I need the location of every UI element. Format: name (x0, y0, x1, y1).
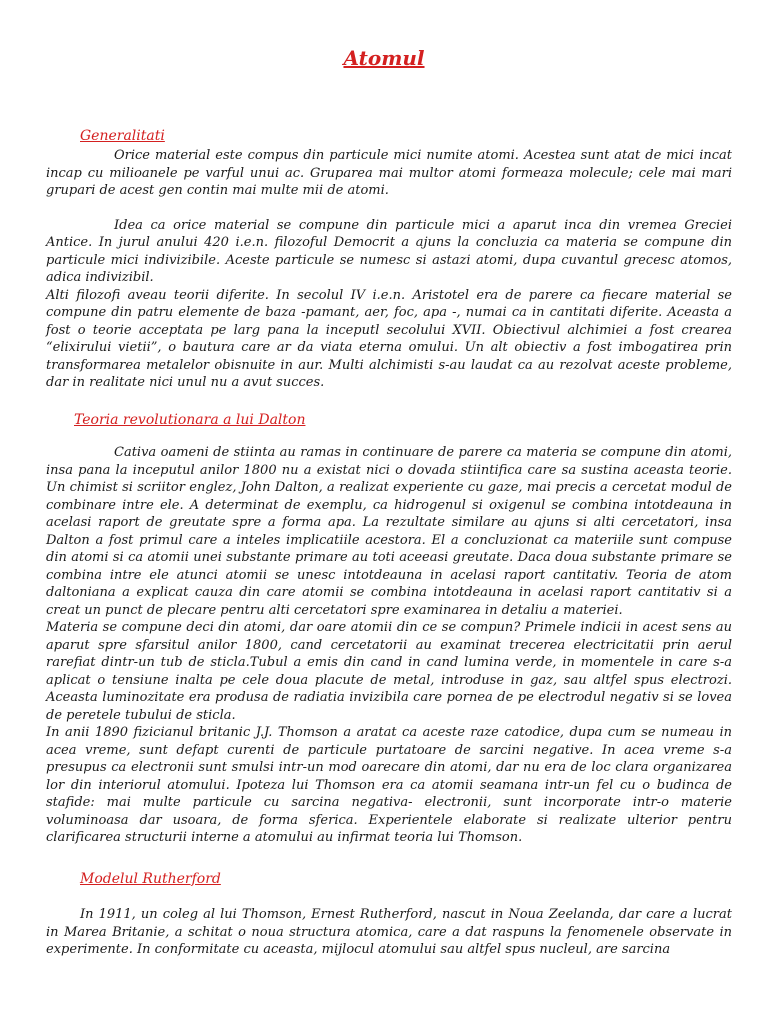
section-heading-rutherford: Modelul Rutherford (80, 871, 221, 887)
paragraph: In anii 1890 fizicianul britanic J.J. Thomson a aratat ca aceste raze catodice, dupa cum se numeau in acea vreme, sunt defapt curenti de particule purtatoare de sarcini negative. In acea vreme s-a presupus ca electronii sunt smulsi intr-un mod oarecare din atomi, dar nu era de loc clara organizarea lor din interiorul atomului. Ipoteza lui Thomson era ca atomii seamana intr-un fel cu o budinca de stafide: mai multe particule cu sarcina negativa- electronii, sunt incorporate intr-o materie voluminoasa dar usoara, de forma sferica. Experientele elaborate si realizate ulterior pentru clarificarea structurii interne a atomului au infirmat teoria lui Thomson. (46, 725, 732, 845)
section-body-rutherford (46, 906, 732, 959)
paragraph: Cativa oameni de stiinta au ramas in continuare de parere ca materia se compune din atomi, insa pana la inceputul anilor 1800 nu a existat nici o dovada stiintifica care sa sustina aceasta teorie. Un chimist si scriitor englez, John Dalton, a realizat experiente cu gaze, mai precis a cercetat modul de combinare intre ele. A determinat de exemplu, ca hidrogenul si oxigenul se combina intotdeauna in acelasi raport de greutate spre a forma apa. La rezultate similare au ajuns si alti cercetatori, insa Dalton a fost primul care a inteles implicatiile acestora. El a concluzionat ca materiile sunt compuse din atomi si ca atomii unei substante primare au toti aceeasi greutate. Daca doua substante primare se combina intre ele atunci atomii se unesc intotdeauna in acelasi raport cantitativ. Teoria de atom daltoniana a explicat cauza din care atomii se combina intotdeauna in acelasi raport cantitativ si a creat un punct de plecare pentru alti cercetatori spre examinarea in detaliu a materiei. (46, 445, 732, 618)
page-title: Atomul (343, 46, 425, 70)
section-heading-dalton: Teoria revolutionara a lui Dalton (74, 412, 306, 428)
section-body-generalitati (46, 147, 732, 392)
paragraph: Materia se compune deci din atomi, dar oare atomii din ce se compun? Primele indicii in acest sens au aparut spre sfarsitul anilor 1800, cand cercetatorii au examinat trecerea electricitatii prin aerul rarefiat dintr-un tub de sticla.Tubul a emis din cand in cand lumina verde, in momentele in care s-a aplicat o tensiune inalta pe cele doua placute de metal, introduse in gaz, sau altfel spus electrozi. Aceasta luminozitate era produsa de radiatia invizibila care pornea de pe electrodul negativ si se lovea de peretele tubului de sticla. (46, 620, 732, 723)
paragraph: Orice material este compus din particule mici numite atomi. Acestea sunt atat de mici incat incap cu milioanele pe varful unui ac. Gruparea mai multor atomi formeaza molecule; cele mai mari grupari de acest gen contin mai multe mii de atomi. (46, 148, 732, 198)
section-heading-generalitati: Generalitati (80, 128, 165, 144)
paragraph: In 1911, un coleg al lui Thomson, Ernest Rutherford, nascut in Noua Zeelanda, dar care a lucrat in Marea Britanie, a schitat o noua structura atomica, care a dat raspuns la fenomenele observate in experimente. In conformitate cu aceasta, mijlocul atomului sau altfel spus nucleul, are sarcina (46, 907, 732, 957)
paragraph: Alti filozofi aveau teorii diferite. In secolul IV i.e.n. Aristotel era de parere ca fiecare material se compune din patru elemente de baza -pamant, aer, foc, apa -, numai ca in cantitati diferite. Aceasta a fost o teorie acceptata pe larg pana la inceputl secolului XVII. Obiectivul alchimiei a fost crearea “elixirului vietii”, o bautura care ar da viata eterna omului. Un alt obiectiv a fost imbogatirea prin transformarea metalelor obisnuite in aur. Multi alchimisti s-au laudat ca au rezolvat aceste probleme, dar in realitate nici unul nu a avut succes. (46, 287, 732, 390)
paragraph: Idea ca orice material se compune din particule mici a aparut inca din vremea Greciei Antice. In jurul anului 420 i.e.n. filozoful Democrit a ajuns la concluzia ca materia se compune din particule mici indivizibile. Aceste particule se numesc si astazi atomi, dupa cuvantul grecesc atomos, adica indivizibil. (46, 217, 732, 285)
section-body-dalton (46, 444, 732, 847)
